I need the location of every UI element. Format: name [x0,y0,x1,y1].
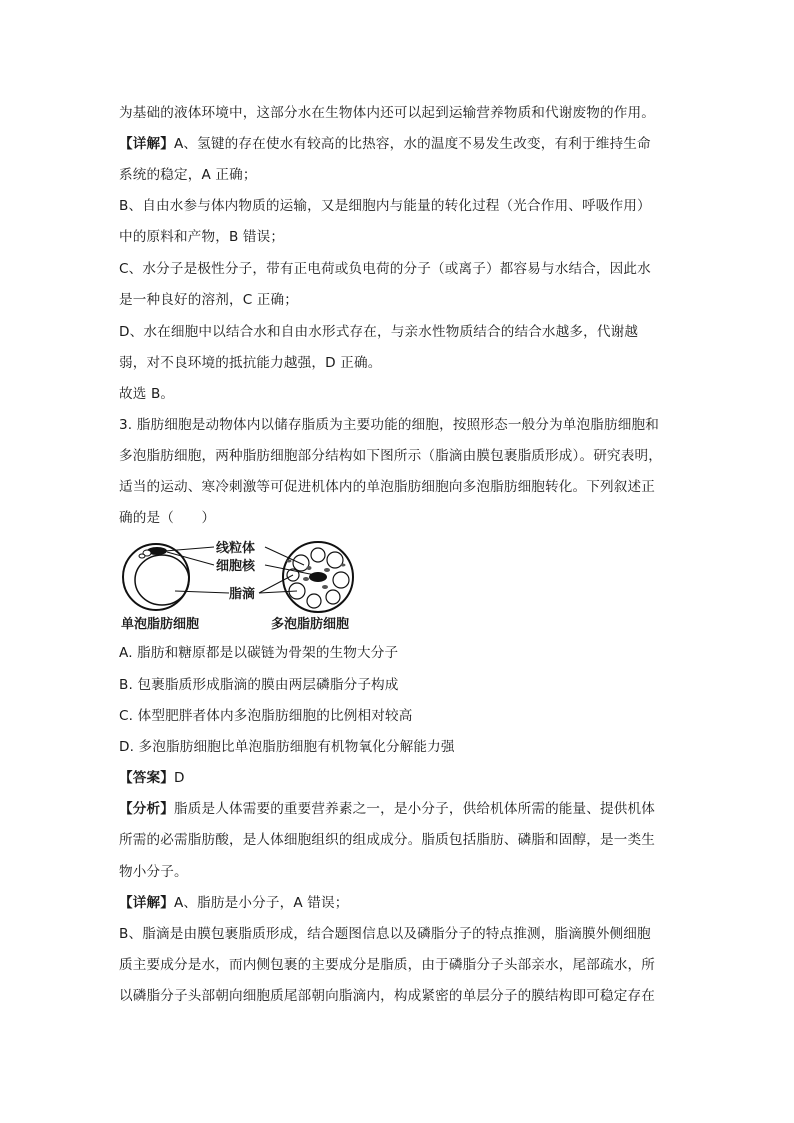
text-line: C、水分子是极性分子，带有正电荷或负电荷的分子（或离子）都容易与水结合，因此水 [119,261,651,277]
section-tag-analysis: 【分析】 [119,801,174,817]
analysis-line [119,799,679,819]
section-tag-answer: 【答案】 [119,770,174,786]
text-line: D、水在细胞中以结合水和自由水形式存在，与亲水性物质结合的结合水越多，代谢越 [119,324,639,340]
fat-cell-figure [119,535,369,635]
detail-line: 以磷脂分子头部朝向细胞质尾部朝向脂滴内，构成紧密的单层分子的膜结构即可稳定存在 [119,988,656,1004]
label-lipid-droplet: 脂滴 [229,587,256,602]
text-line: 中的原料和产物，B 错误； [119,229,285,245]
text-line: B、自由水参与体内物质的运输，又是细胞内与能量的转化过程（光合作用、呼吸作用） [119,198,651,214]
question-3-line: 适当的运动、寒冷刺激等可促进机体内的单泡脂肪细胞向多泡脂肪细胞转化。下列叙述正 [119,479,656,495]
answer-value: D [173,770,185,786]
answer-line [119,768,679,788]
text-line: 故选 B。 [119,386,175,402]
section-tag-detail: 【详解】 [119,895,174,911]
question-3-line: 确的是（ ） [119,510,216,526]
text-line [119,134,679,154]
fat-cell-diagram [119,535,369,635]
text-span: 脂质是人体需要的重要营养素之一，是小分子，供给机体所需的能量、提供机体 [173,801,656,817]
option-c: C. 体型肥胖者体内多泡脂肪细胞的比例相对较高 [119,708,413,724]
text-span: A、脂肪是小分子，A 错误； [173,895,349,911]
option-d: D. 多泡脂肪细胞比单泡脂肪细胞有机物氧化分解能力强 [119,739,455,755]
option-a: A. 脂肪和糖原都是以碳链为骨架的生物大分子 [119,645,399,661]
detail-line [119,893,679,913]
caption-single-cell: 单泡脂肪细胞 [121,617,200,632]
option-b: B. 包裹脂质形成脂滴的膜由两层磷脂分子构成 [119,677,399,693]
multi-vacuole-cell [283,542,353,612]
section-tag-detail: 【详解】 [119,136,174,152]
question-3-line: 多泡脂肪细胞，两种脂肪细胞部分结构如下图所示（脂滴由膜包裹脂质形成）。研究表明， [119,448,662,464]
analysis-line: 物小分子。 [119,864,188,880]
text-line: 系统的稳定，A 正确； [119,167,257,183]
analysis-line: 所需的必需脂肪酸，是人体细胞组织的组成成分。脂质包括脂肪、磷脂和固醇，是一类生 [119,832,656,848]
detail-line: B、脂滴是由膜包裹脂质形成，结合题图信息以及磷脂分子的特点推测，脂滴膜外侧细胞 [119,926,651,942]
detail-line: 质主要成分是水，而内侧包裹的主要成分是脂质，由于磷脂分子头部亲水，尾部疏水，所 [119,957,656,973]
question-3-line: 3. 脂肪细胞是动物体内以储存脂质为主要功能的细胞，按照形态一般分为单泡脂肪细胞和 [119,417,660,433]
single-vacuole-cell [123,544,189,610]
text-line: 是一种良好的溶剂，C 正确； [119,292,299,308]
label-mitochondria: 线粒体 [216,541,256,556]
caption-multi-cell: 多泡脂肪细胞 [271,617,350,632]
text-line: 弱，对不良环境的抵抗能力越强，D 正确。 [119,355,382,371]
label-nucleus: 细胞核 [216,559,256,574]
text-span: A、氢键的存在使水有较高的比热容，水的温度不易发生改变，有利于维持生命 [173,136,651,152]
text-line: 为基础的液体环境中，这部分水在生物体内还可以起到运输营养物质和代谢废物的作用。 [119,105,656,121]
